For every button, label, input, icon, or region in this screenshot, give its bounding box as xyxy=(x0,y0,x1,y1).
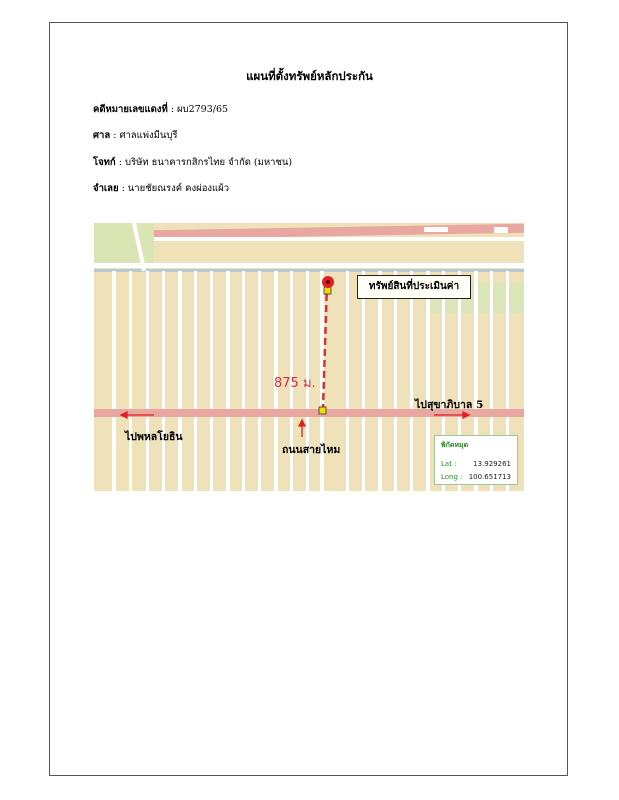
road-pin xyxy=(319,407,326,414)
property-pin xyxy=(324,287,331,294)
minor-road xyxy=(154,237,524,241)
field-separator: : xyxy=(167,104,177,115)
minor-road xyxy=(94,263,524,268)
field-defendant xyxy=(93,181,229,196)
field-plaintiff xyxy=(93,155,292,170)
road-name-label: ถนนสายไหม xyxy=(282,444,341,456)
field-label: จำเลย xyxy=(93,183,119,194)
field-value: ศาลแพ่งมีนบุรี xyxy=(119,130,178,141)
field-separator: : xyxy=(115,157,125,168)
field-value: ผบ2793/65 xyxy=(176,104,229,115)
lat-value: 13.929261 xyxy=(473,460,511,468)
field-value: บริษัท ธนาคารกสิกรไทย จำกัด (มหาชน) xyxy=(124,157,293,168)
long-label: Long : xyxy=(441,473,463,481)
coord-title: พิกัดหมุด xyxy=(441,441,469,449)
to-sukhaphiban-label: ไปสุขาภิบาล 5 xyxy=(415,399,484,411)
page-title: แผนที่ตั้งทรัพย์หลักประกัน xyxy=(246,69,373,83)
field-separator: : xyxy=(110,130,120,141)
coordinate-box xyxy=(434,435,518,485)
field-court xyxy=(93,128,178,143)
long-value: 100.651713 xyxy=(468,473,511,481)
field-label: โจทก์ xyxy=(93,157,116,168)
field-separator: : xyxy=(118,183,128,194)
field-value: นายชัยณรงค์ คงผ่องแผ้ว xyxy=(127,183,230,194)
lat-label: Lat : xyxy=(441,460,457,468)
to-phahonyothin-label: ไปพหลโยธิน xyxy=(125,431,183,443)
field-case-number xyxy=(93,102,228,117)
field-label: คดีหมายเลขแดงที่ xyxy=(93,104,168,115)
distance-label: 875 ม. xyxy=(274,376,316,391)
green-area xyxy=(94,223,154,263)
property-callout: ทรัพย์สินที่ประเมินค่า xyxy=(357,275,471,299)
field-label: ศาล xyxy=(93,130,111,141)
